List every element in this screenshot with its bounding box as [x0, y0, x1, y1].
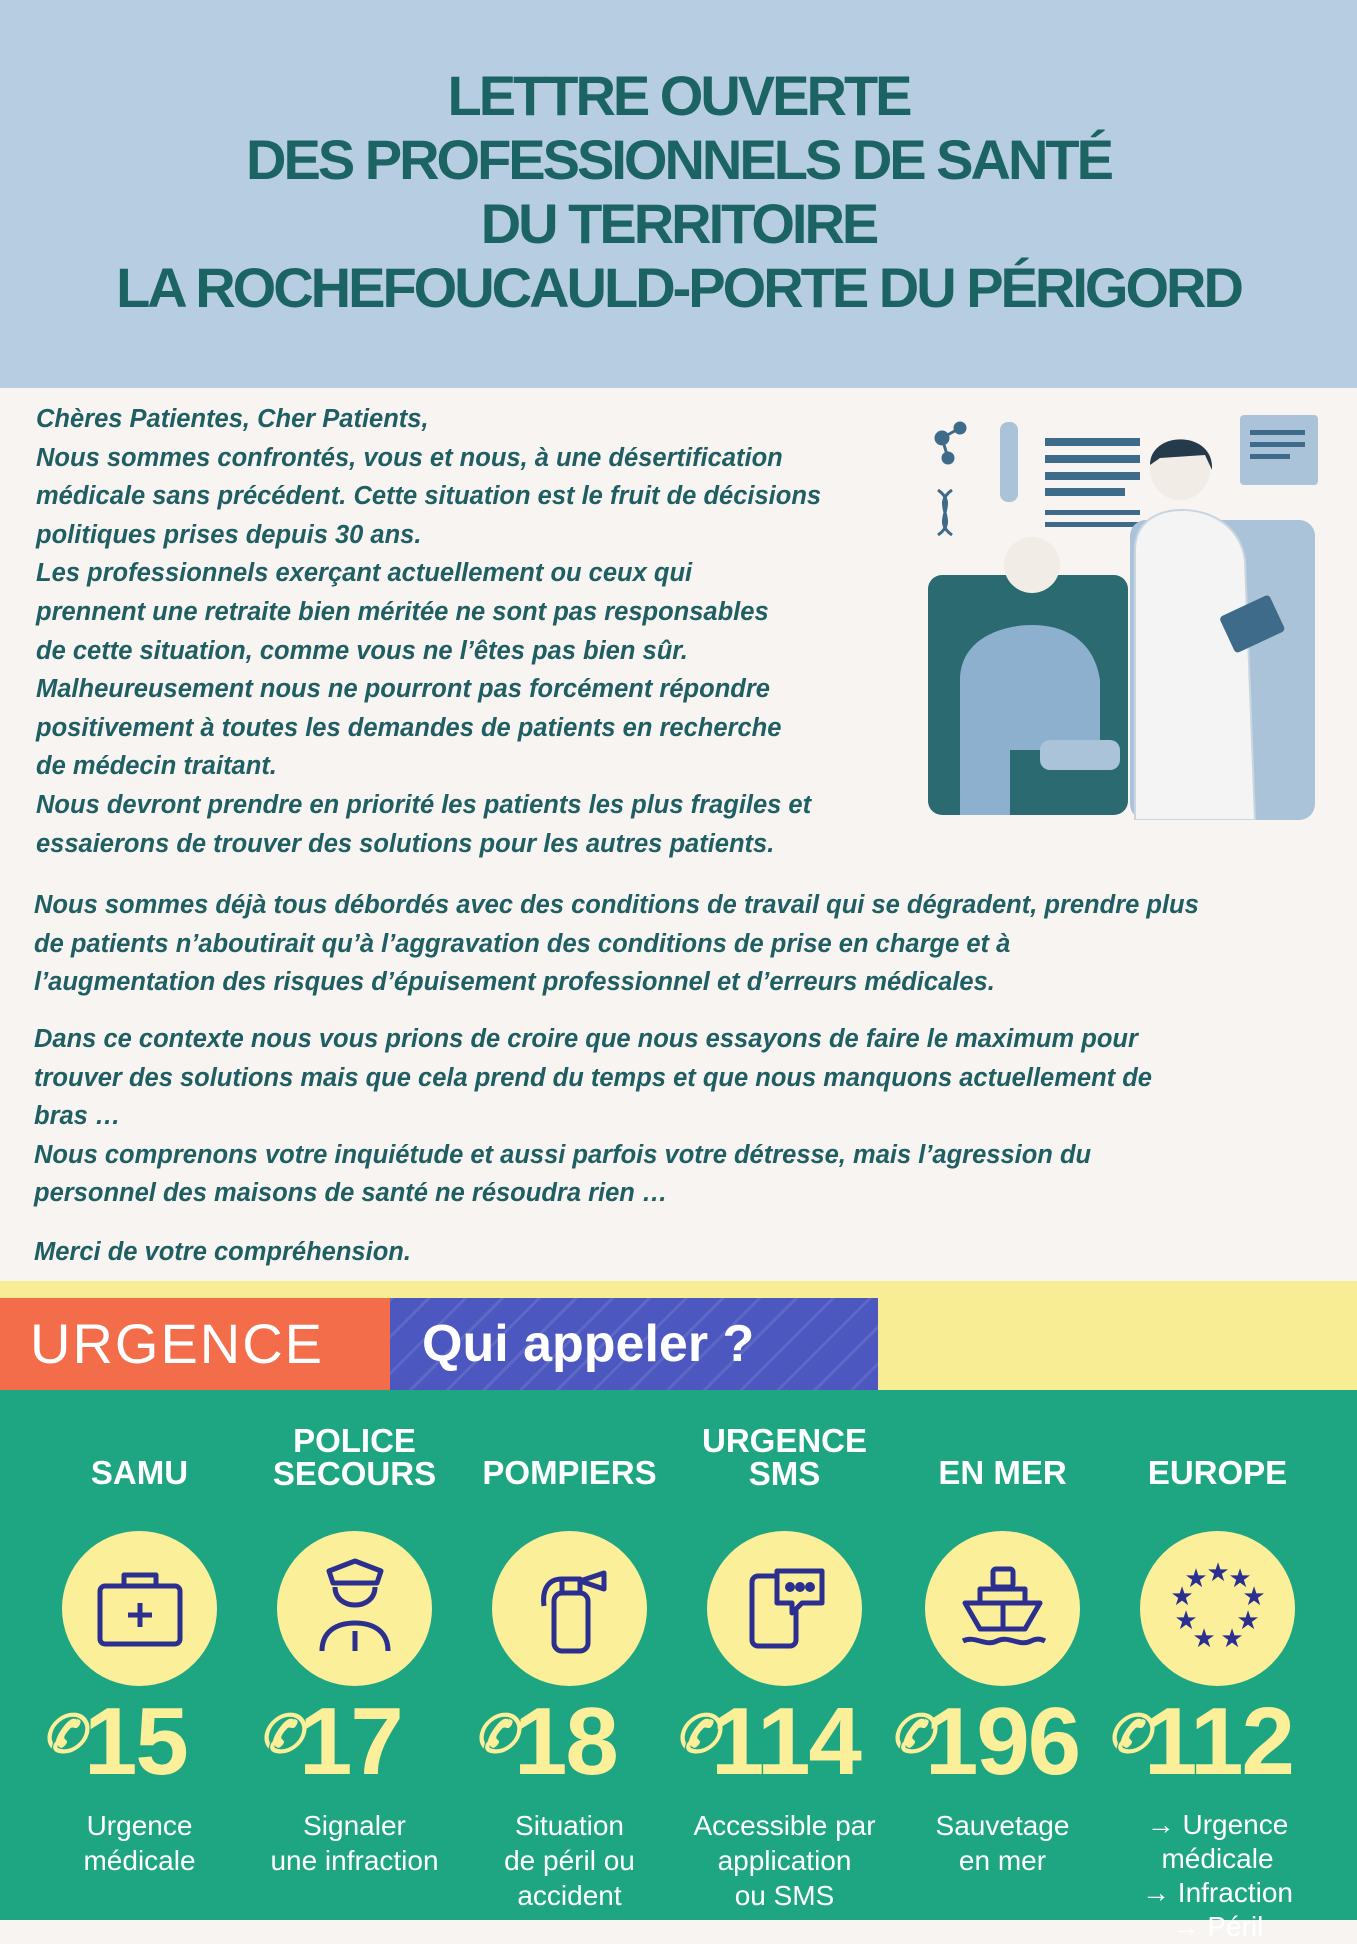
- text-line: Merci de votre compréhension.: [34, 1238, 411, 1266]
- title-line: DES PROFESSIONNELS DE SANTÉ: [246, 128, 1111, 191]
- desc-line: médicale: [1161, 1843, 1274, 1874]
- emergency-numbers-panel: [0, 1281, 1357, 1942]
- letter-paragraph-2: [34, 886, 1199, 1002]
- sms-phone-icon: [707, 1531, 862, 1686]
- text-line: Malheureusement nous ne pourront pas forcément répondre: [36, 675, 770, 704]
- title-line: LETTRE OUVERTE: [447, 64, 910, 127]
- text-line: positivement à toutes les demandes de patients en recherche: [36, 713, 782, 742]
- desc-line: Sauvetage: [935, 1810, 1070, 1841]
- service-label: [247, 1424, 462, 1490]
- label-line: SMS: [748, 1455, 821, 1492]
- text-line: Nous sommes déjà tous débordés avec des conditions de travail qui se dégradent, prendre plus: [34, 891, 1199, 919]
- text-line: de médecin traitant.: [36, 752, 277, 781]
- svg-text:★: ★: [1220, 1624, 1244, 1654]
- phone-icon: ✆: [675, 1706, 719, 1764]
- service-description: [237, 1808, 472, 1878]
- service-description: [22, 1808, 257, 1878]
- service-description: [667, 1808, 902, 1913]
- qui-appeler-label: Qui appeler ?: [390, 1298, 878, 1390]
- doctor-patient-illustration: [920, 410, 1320, 820]
- phone-icon: ✆: [890, 1706, 934, 1764]
- desc-line: accident: [517, 1880, 622, 1911]
- desc-line: en mer: [958, 1845, 1047, 1876]
- svg-text:★: ★: [1170, 1582, 1194, 1612]
- ship-icon: [925, 1531, 1080, 1686]
- phone-number: [462, 1687, 677, 1797]
- svg-text:★: ★: [1228, 1564, 1252, 1594]
- phone-number: [32, 1687, 247, 1797]
- title-line: LA ROCHEFOUCAULD-PORTE DU PÉRIGORD: [116, 256, 1241, 319]
- svg-text:★: ★: [1236, 1606, 1260, 1636]
- svg-text:★: ★: [1206, 1558, 1230, 1588]
- svg-text:★: ★: [1192, 1624, 1216, 1654]
- desc-line: → Infraction: [1142, 1877, 1293, 1908]
- eu-stars-icon: [1140, 1531, 1295, 1686]
- number-text: 114: [711, 1688, 860, 1795]
- phone-icon: ✆: [42, 1706, 86, 1764]
- service-label: EN MER: [938, 1454, 1067, 1491]
- urgence-label: URGENCE: [0, 1298, 390, 1390]
- text-line: Dans ce contexte nous vous prions de croire que nous essayons de faire le maximum pour: [34, 1025, 1138, 1053]
- text-line: bras …: [34, 1102, 121, 1131]
- text-line: Nous comprenons votre inquiétude et aussi parfois votre détresse, mais l’agression du: [34, 1140, 1092, 1169]
- desc-line: Situation: [515, 1810, 624, 1841]
- desc-line: → Urgence: [1146, 1809, 1289, 1840]
- desc-line: Urgence: [86, 1810, 193, 1841]
- title-line: DU TERRITOIRE: [480, 192, 877, 255]
- phone-number: [890, 1687, 1110, 1797]
- text-line: Nous sommes confrontés, vous et nous, à une désertification: [36, 443, 783, 472]
- desc-line: Accessible par: [693, 1810, 876, 1841]
- text-line: Les professionnels exerçant actuellement ou ceux qui: [36, 559, 693, 588]
- text-line: essaierons de trouver des solutions pour les autres patients.: [36, 829, 775, 858]
- phone-number: [677, 1687, 892, 1797]
- medical-kit-icon: [62, 1531, 217, 1686]
- service-label: [677, 1424, 892, 1490]
- svg-text:★: ★: [1184, 1564, 1208, 1594]
- service-description: [1100, 1808, 1335, 1944]
- header-banner: [0, 0, 1357, 388]
- number-text: 17: [299, 1688, 402, 1795]
- svg-text:★: ★: [1174, 1606, 1198, 1636]
- number-text: 112: [1144, 1688, 1293, 1795]
- desc-line: Signaler: [303, 1810, 406, 1841]
- number-text: 15: [84, 1688, 187, 1795]
- number-text: 196: [925, 1688, 1080, 1795]
- text-line: politiques prises depuis 30 ans.: [36, 520, 422, 549]
- desc-line: médicale: [83, 1845, 196, 1876]
- label-line: POLICE: [293, 1422, 416, 1459]
- phone-number: [1107, 1687, 1325, 1797]
- desc-line: → Péril: [1171, 1911, 1264, 1942]
- letter-closing: [34, 1233, 411, 1272]
- service-label: POMPIERS: [482, 1454, 657, 1491]
- desc-line: ou SMS: [734, 1880, 835, 1911]
- label-line: URGENCE: [701, 1422, 868, 1459]
- desc-line: application: [717, 1845, 852, 1876]
- page-title: [0, 64, 1357, 320]
- text-line: médicale sans précédent. Cette situation est le fruit de décisions: [36, 482, 822, 511]
- label-line: SECOURS: [272, 1455, 437, 1492]
- svg-text:★: ★: [1242, 1582, 1266, 1612]
- desc-line: de péril ou: [504, 1845, 635, 1876]
- desc-line: une infraction: [270, 1845, 439, 1876]
- text-line: prennent une retraite bien méritée ne sont pas responsables: [36, 597, 769, 626]
- number-text: 18: [514, 1688, 617, 1795]
- service-description: [885, 1808, 1120, 1878]
- service-label: EUROPE: [1147, 1454, 1288, 1491]
- text-line: Chères Patientes, Cher Patients,: [36, 405, 429, 433]
- phone-number: [247, 1687, 462, 1797]
- text-line: personnel des maisons de santé ne résoudra rien …: [34, 1179, 668, 1208]
- phone-icon: ✆: [474, 1706, 518, 1764]
- police-officer-icon: [277, 1531, 432, 1686]
- text-line: l’augmentation des risques d’épuisement professionnel et d’erreurs médicales.: [34, 968, 995, 997]
- service-label: SAMU: [90, 1454, 189, 1491]
- fire-extinguisher-icon: [492, 1531, 647, 1686]
- letter-paragraph-1: [36, 400, 821, 863]
- letter-paragraph-3: [34, 1020, 1152, 1213]
- phone-icon: ✆: [259, 1706, 303, 1764]
- service-description: [452, 1808, 687, 1913]
- text-line: de patients n’aboutirait qu’à l’aggravation des conditions de prise en charge et à: [34, 929, 1011, 958]
- text-line: de cette situation, comme vous ne l’êtes pas bien sûr.: [36, 636, 688, 665]
- text-line: Nous devront prendre en priorité les patients les plus fragiles et: [36, 790, 812, 819]
- text-line: trouver des solutions mais que cela prend du temps et que nous manquons actuellement de: [34, 1063, 1152, 1092]
- phone-icon: ✆: [1107, 1706, 1151, 1764]
